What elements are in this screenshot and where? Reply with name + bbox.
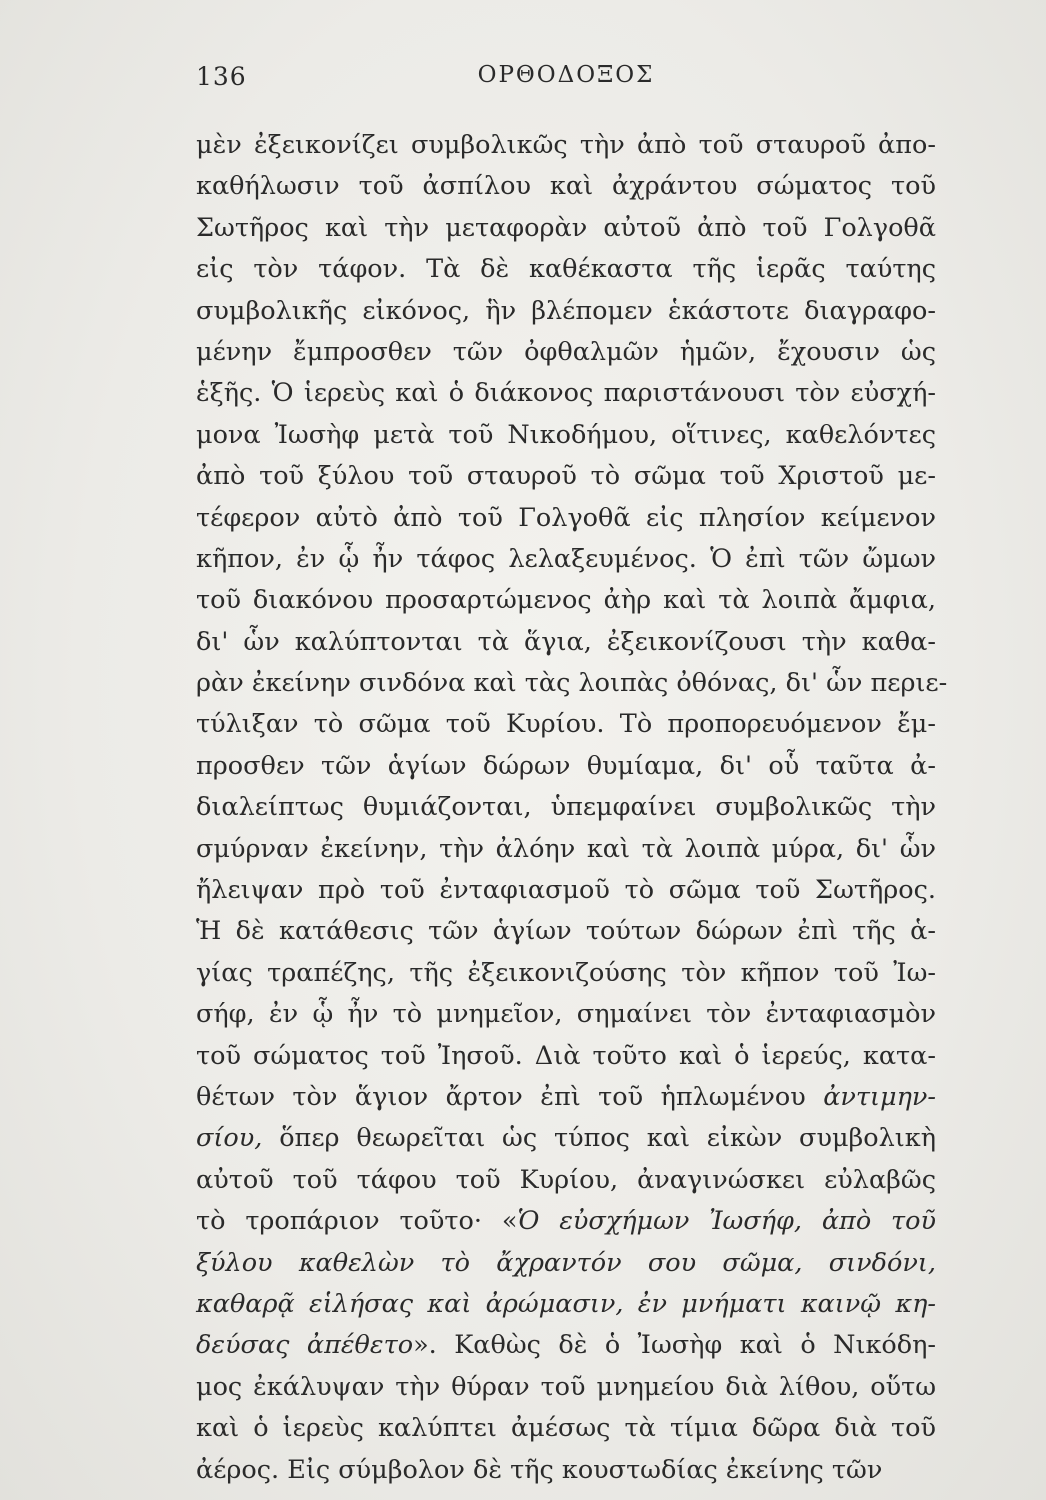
text-segment: θέτων τὸν ἅγιον ἄρτον ἐπὶ τοῦ ἡπλωμένου <box>196 1081 824 1112</box>
text-line: τοῦ διακόνου προσαρτώμενος ἀὴρ καὶ τὰ λοιπὰ ἄμφια, <box>196 585 936 616</box>
text-line: μὲν ἐξεικονίζει συμβολικῶς τὴν ἀπὸ τοῦ σταυροῦ ἀπο- <box>196 130 936 160</box>
text-line: τέφερον αὐτὸ ἀπὸ τοῦ Γολγοθᾶ εἰς πλησίον κείμενον <box>196 502 936 533</box>
text-line: καὶ ὁ ἱερεὺς καλύπτει ἀμέσως τὰ τίμια δῶρα διὰ τοῦ <box>196 1413 936 1444</box>
page-number: 136 <box>196 62 247 91</box>
text-line: ἀέρος. Εἰς σύμβολον δὲ τῆς κουστωδίας ἐκείνης τῶν <box>196 1454 883 1485</box>
text-line: τύλιξαν τὸ σῶμα τοῦ Κυρίου. Τὸ προπορευόμενον ἔμ- <box>196 709 936 740</box>
text-line: ρὰν ἐκείνην σινδόνα καὶ τὰς λοιπὰς ὀθόνας, δι' ὧν περιε- <box>196 668 948 699</box>
text-line: ἑξῆς. Ὁ ἱερεὺς καὶ ὁ διάκονος παριστάνουσι τὸν εὐσχή- <box>196 378 936 409</box>
text-line: ξύλου καθελὼν τὸ ἄχραντόν σου σῶμα, σινδόνι, <box>196 1247 936 1278</box>
text-line <box>196 1284 936 1325</box>
italic-segment: σίου, <box>196 1123 263 1154</box>
text-line: ἀπὸ τοῦ ξύλου τοῦ σταυροῦ τὸ σῶμα τοῦ Χριστοῦ με- <box>196 461 936 492</box>
text-line: αὐτοῦ τοῦ τάφου τοῦ Κυρίου, ἀναγινώσκει εὐλαβῶς <box>196 1164 936 1195</box>
text-line: συμβολικῆς εἰκόνος, ἣν βλέπομεν ἑκάστοτε διαγραφο- <box>196 295 936 326</box>
text-line <box>196 1118 936 1159</box>
text-line: γίας τραπέζης, τῆς ἐξεικονιζούσης τὸν κῆπον τοῦ Ἰω- <box>196 957 936 988</box>
text-line: μος ἐκάλυψαν τὴν θύραν τοῦ μνημείου διὰ λίθου, οὕτω <box>196 1371 936 1402</box>
text-segment: ». Καθὼς δὲ ὁ Ἰωσὴφ καὶ ὁ Νικόδη- <box>413 1330 936 1361</box>
text-line: σήφ, ἐν ᾧ ἦν τὸ μνημεῖον, σημαίνει τὸν ἐνταφιασμὸν <box>196 999 936 1030</box>
text-segment: ὅπερ θεωρεῖται ὡς τύπος καὶ εἰκὼν συμβολικὴ <box>262 1123 936 1154</box>
text-line: κῆπον, ἐν ᾧ ἦν τάφος λελαξευμένος. Ὁ ἐπὶ τῶν ὤμων <box>196 543 936 574</box>
text-line: μένην ἔμπροσθεν τῶν ὀφθαλμῶν ἡμῶν, ἔχουσιν ὡς <box>196 336 936 367</box>
text-line: Σωτῆρος καὶ τὴν μεταφορὰν αὐτοῦ ἀπὸ τοῦ Γολγοθᾶ <box>196 212 936 243</box>
text-line: μονα Ἰωσὴφ μετὰ τοῦ Νικοδήμου, οἵτινες, καθελόντες <box>196 419 936 450</box>
italic-segment: καθαρᾷ εἱλήσας καὶ ἀρώμασιν, ἐν μνήματι καινῷ κη- <box>196 1288 936 1319</box>
text-line <box>196 1201 936 1242</box>
italic-segment: ἀντιμην- <box>823 1081 936 1112</box>
text-line: τοῦ σώματος τοῦ Ἰησοῦ. Διὰ τοῦτο καὶ ὁ ἱερεύς, κατα- <box>196 1040 936 1071</box>
text-line: σμύρναν ἐκείνην, τὴν ἀλόην καὶ τὰ λοιπὰ μύρα, δι' ὧν <box>196 833 936 864</box>
text-line: ἤλειψαν πρὸ τοῦ ἐνταφιασμοῦ τὸ σῶμα τοῦ Σωτῆρος. <box>196 875 936 906</box>
running-head <box>196 62 936 92</box>
text-segment: τὸ τροπάριον τοῦτο· « <box>196 1206 518 1237</box>
text-line: εἰς τὸν τάφον. Τὰ δὲ καθέκαστα τῆς ἱερᾶς ταύτης <box>196 254 936 285</box>
text-line: Ἡ δὲ κατάθεσις τῶν ἁγίων τούτων δώρων ἐπὶ τῆς ἁ- <box>196 916 936 947</box>
text-line: διαλείπτως θυμιάζονται, ὑπεμφαίνει συμβολικῶς τὴν <box>196 792 936 823</box>
body-text <box>196 125 948 1491</box>
text-line: δι' ὧν καλύπτονται τὰ ἅγια, ἐξεικονίζουσι τὴν καθα- <box>196 626 936 657</box>
running-title: ΟΡΘΟΔΟΞΟΣ <box>477 62 655 88</box>
italic-segment: δεύσας ἀπέθετο <box>196 1330 414 1361</box>
text-line <box>196 1077 936 1118</box>
text-line <box>196 1325 936 1366</box>
text-line: καθήλωσιν τοῦ ἀσπίλου καὶ ἀχράντου σώματος τοῦ <box>196 171 936 202</box>
text-line: προσθεν τῶν ἁγίων δώρων θυμίαμα, δι' οὗ ταῦτα ἀ- <box>196 750 936 781</box>
italic-segment: Ὁ εὐσχήμων Ἰωσήφ, ἀπὸ τοῦ <box>517 1206 936 1237</box>
